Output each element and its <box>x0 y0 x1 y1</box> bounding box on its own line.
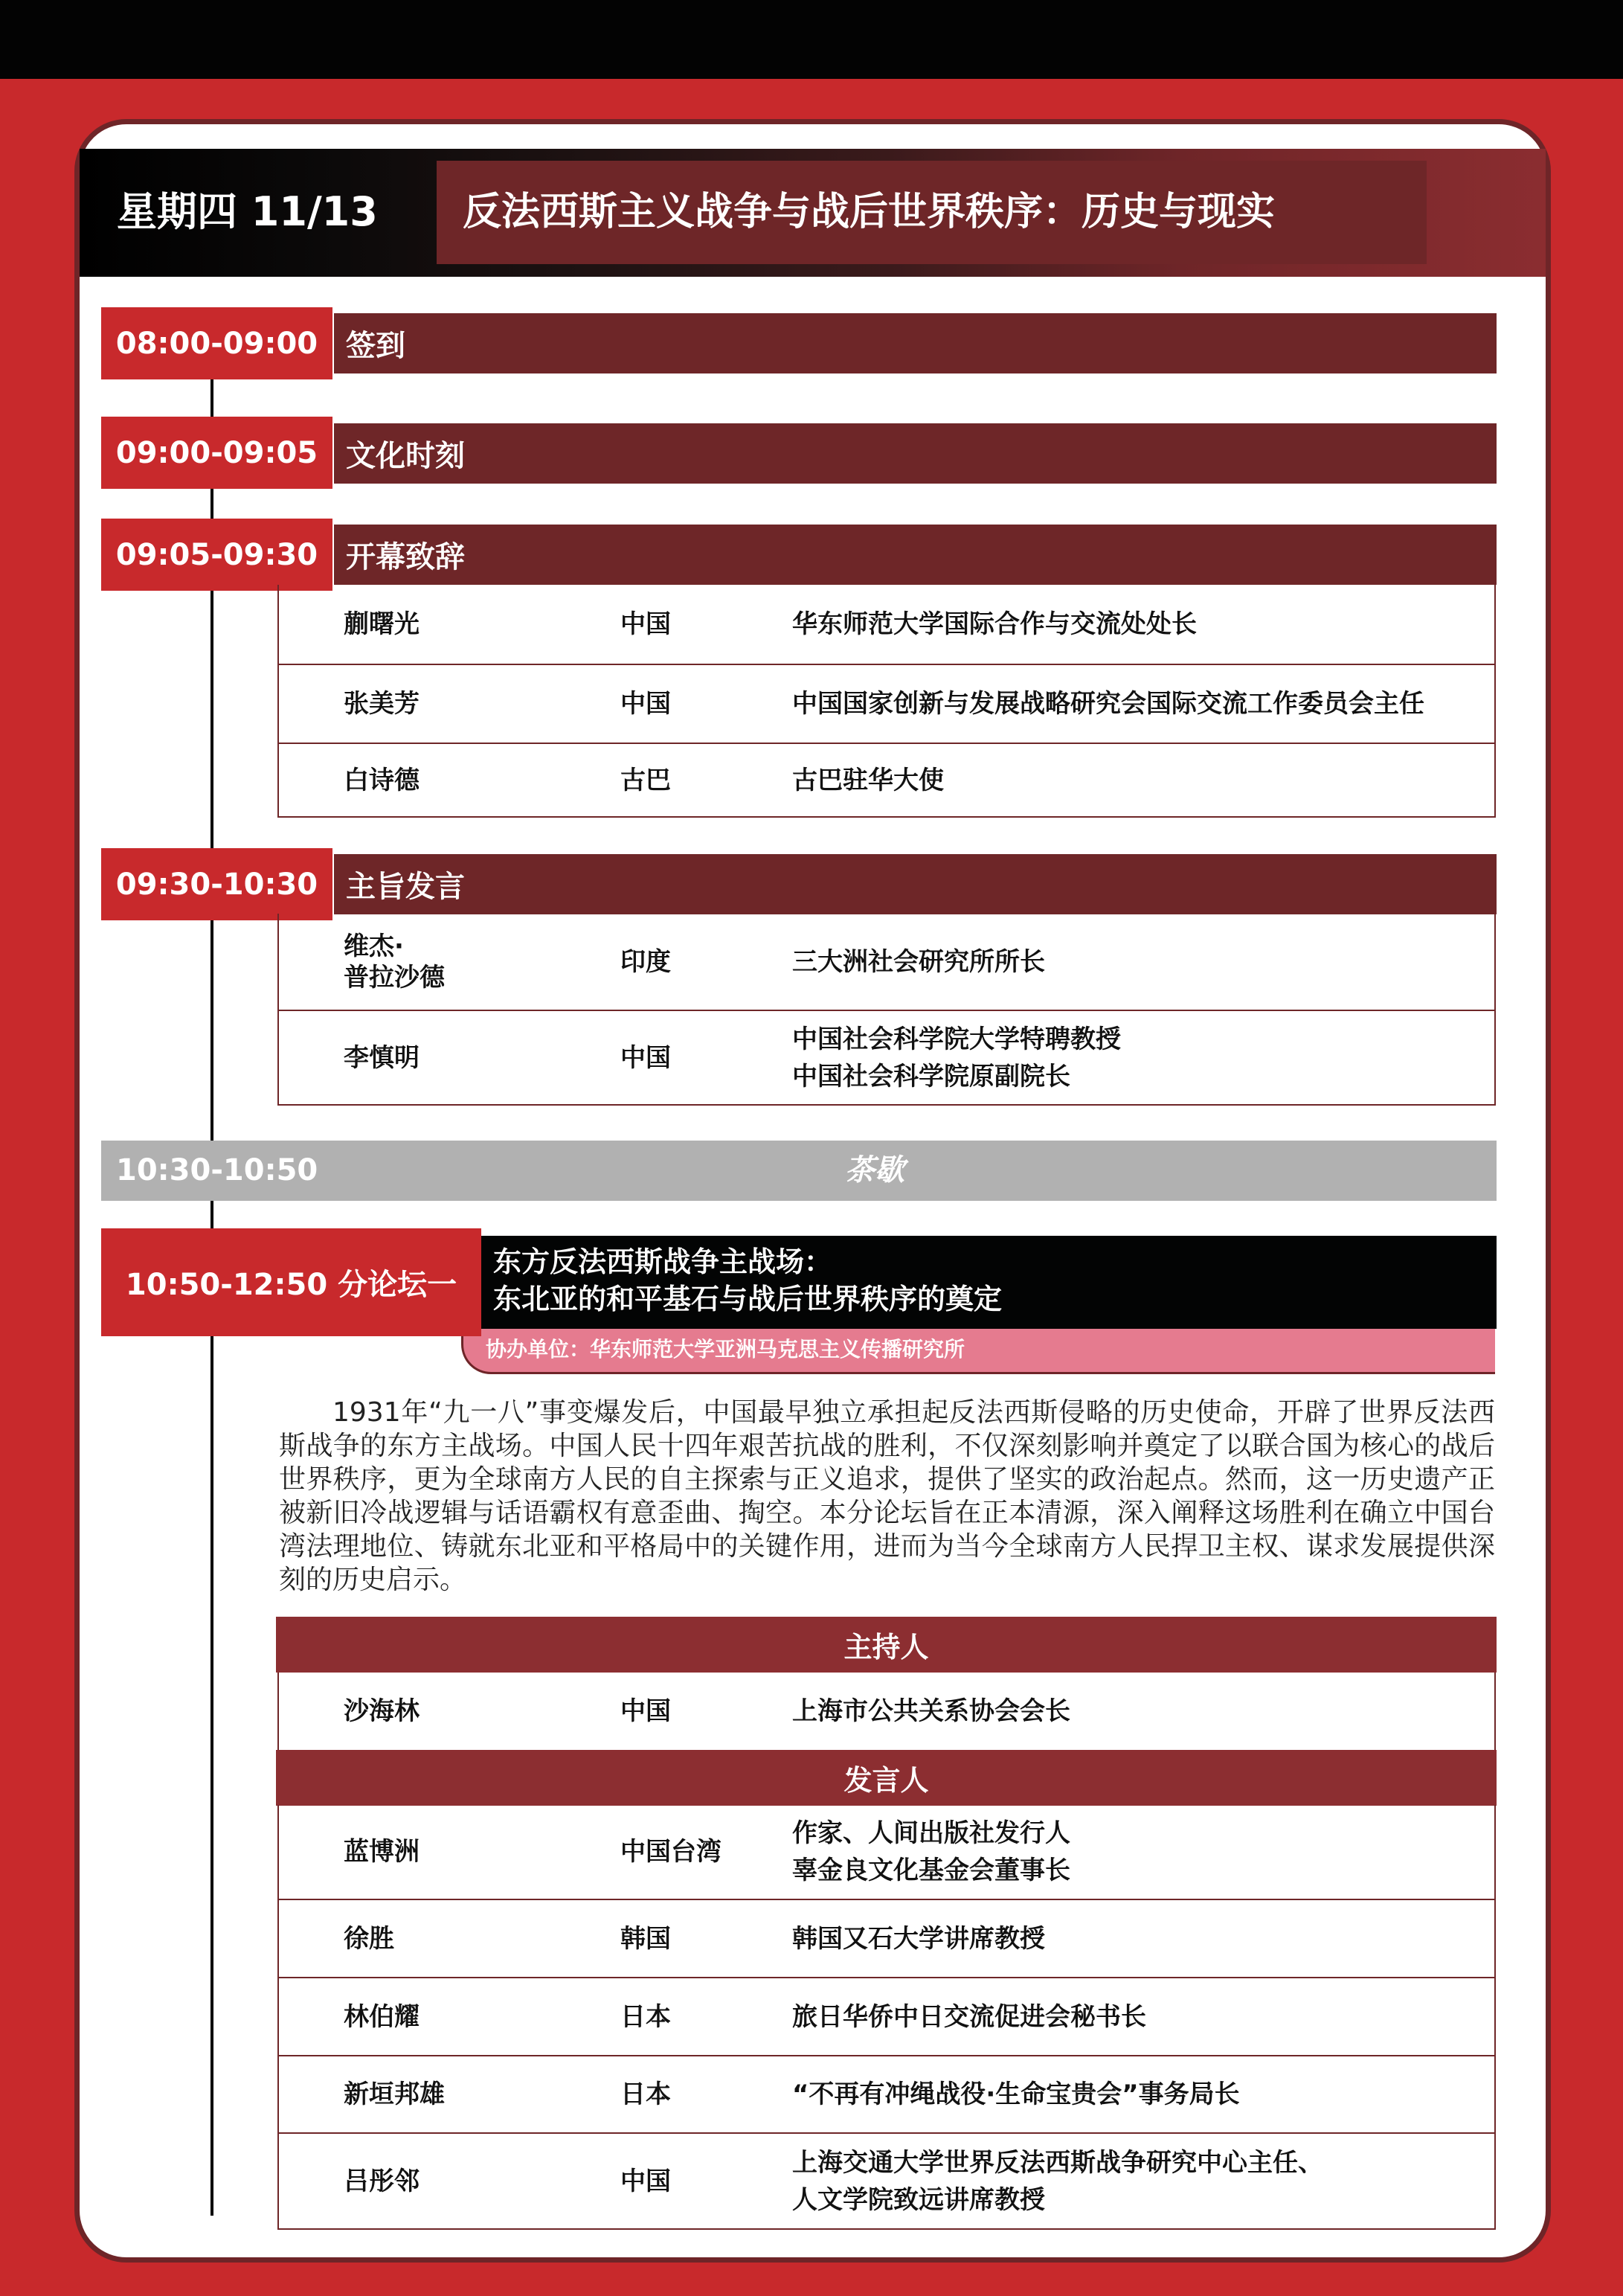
table-row <box>279 914 1494 1010</box>
time-slot-keynote: 09:30-10:30 <box>101 848 332 920</box>
event-culture-moment: 文化时刻 <box>334 423 1497 484</box>
speaker-heading: 发言人 <box>276 1750 1497 1806</box>
time-slot-checkin: 08:00-09:00 <box>101 307 332 379</box>
table-row <box>279 2055 1494 2132</box>
forum-speakers-table <box>277 1805 1496 2230</box>
keynote-speakers-table <box>277 914 1496 1106</box>
table-row <box>279 1805 1494 1899</box>
speaker-name: 维杰· 普拉沙德 <box>344 931 445 993</box>
table-row <box>279 2132 1494 2228</box>
tea-break-label: 茶歇 <box>845 1153 904 1187</box>
table-row <box>279 1010 1494 1104</box>
speaker-role: 古巴驻华大使 <box>792 765 944 795</box>
speaker-name: 白诗德 <box>344 765 420 795</box>
speaker-role: “不再有冲绳战役·生命宝贵会”事务局长 <box>792 2079 1240 2109</box>
speaker-name: 新垣邦雄 <box>344 2079 445 2109</box>
speaker-name: 徐胜 <box>344 1923 394 1954</box>
speaker-role: 上海交通大学世界反法西斯战争研究中心主任、 人文学院致远讲席教授 <box>792 2147 1323 2215</box>
speaker-name: 张美芳 <box>344 689 420 719</box>
speaker-country: 韩国 <box>620 1923 671 1954</box>
speaker-country: 中国 <box>620 1042 671 1073</box>
speaker-role: 作家、人间出版社发行人 辜金良文化基金会董事长 <box>792 1818 1070 1885</box>
table-row <box>279 1977 1494 2055</box>
speaker-role: 华东师范大学国际合作与交流处处长 <box>792 609 1197 639</box>
tea-break-time: 10:30-10:50 <box>116 1153 318 1187</box>
forum-cohost: 协办单位：华东师范大学亚洲马克思主义传播研究所 <box>461 1329 1495 1374</box>
forum-title: 东方反法西斯战争主战场： 东北亚的和平基石与战后世界秩序的奠定 <box>481 1236 1497 1329</box>
event-opening-remarks: 开幕致辞 <box>334 525 1497 585</box>
table-row <box>279 1673 1494 1750</box>
theme-title: 反法西斯主义战争与战后世界秩序：历史与现实 <box>463 190 1276 234</box>
speaker-country: 中国台湾 <box>620 1837 721 1867</box>
speaker-country: 中国 <box>620 609 671 639</box>
speaker-country: 印度 <box>620 946 671 977</box>
host-country: 中国 <box>620 1696 671 1726</box>
host-table <box>277 1673 1496 1751</box>
event-keynote: 主旨发言 <box>334 854 1497 914</box>
speaker-country: 日本 <box>620 2001 671 2032</box>
speaker-country: 古巴 <box>620 765 671 795</box>
speaker-role: 三大洲社会研究所所长 <box>792 946 1045 977</box>
table-row <box>279 664 1494 743</box>
speaker-name: 李慎明 <box>344 1042 420 1073</box>
host-name: 沙海林 <box>344 1696 420 1726</box>
day-date: 星期四 11/13 <box>117 188 378 235</box>
time-slot-opening: 09:05-09:30 <box>101 519 332 591</box>
speaker-name: 蓝博洲 <box>344 1837 420 1867</box>
event-checkin: 签到 <box>334 313 1497 373</box>
host-heading: 主持人 <box>276 1617 1497 1673</box>
table-row <box>279 1899 1494 1977</box>
speaker-name: 吕彤邻 <box>344 2166 420 2196</box>
speaker-country: 中国 <box>620 689 671 719</box>
speaker-role: 旅日华侨中日交流促进会秘书长 <box>792 2001 1146 2032</box>
forum-time-slot: 10:50-12:50 分论坛一 <box>101 1228 481 1336</box>
host-role: 上海市公共关系协会会长 <box>792 1696 1070 1726</box>
opening-speakers-table <box>277 585 1496 818</box>
tea-break-bar <box>101 1141 1497 1201</box>
speaker-role: 中国国家创新与发展战略研究会国际交流工作委员会主任 <box>792 689 1424 719</box>
speaker-country: 日本 <box>620 2079 671 2109</box>
speaker-role: 中国社会科学院大学特聘教授 中国社会科学院原副院长 <box>792 1024 1121 1091</box>
forum-description: 1931年“九一八”事变爆发后，中国最早独立承担起反法西斯侵略的历史使命，开辟了世界反法西斯战争的东方主战场。中国人民十四年艰苦抗战的胜利，不仅深刻影响并奠定了以联合国为核心的战后世界秩序，更为全球南方人民的自主探索与正义追求，提供了坚实的政治起点。然而，这一历史遗产正被新旧冷战逻辑与话语霸权有意歪曲、掏空。本分论坛旨在正本清源，深入阐释这场胜利在确立中国台湾法理地位、铸就东北亚和平格局中的关键作用，进而为当今全球南方人民捍卫主权、谋求发展提供深刻的历史启示。 <box>279 1397 1495 1595</box>
time-slot-culture: 09:00-09:05 <box>101 417 332 489</box>
speaker-country: 中国 <box>620 2166 671 2196</box>
speaker-name: 蒯曙光 <box>344 609 420 639</box>
table-row <box>279 743 1494 816</box>
speaker-name: 林伯耀 <box>344 2001 420 2032</box>
top-bar <box>0 0 1623 79</box>
table-row <box>279 585 1494 664</box>
speaker-role: 韩国又石大学讲席教授 <box>792 1923 1045 1954</box>
